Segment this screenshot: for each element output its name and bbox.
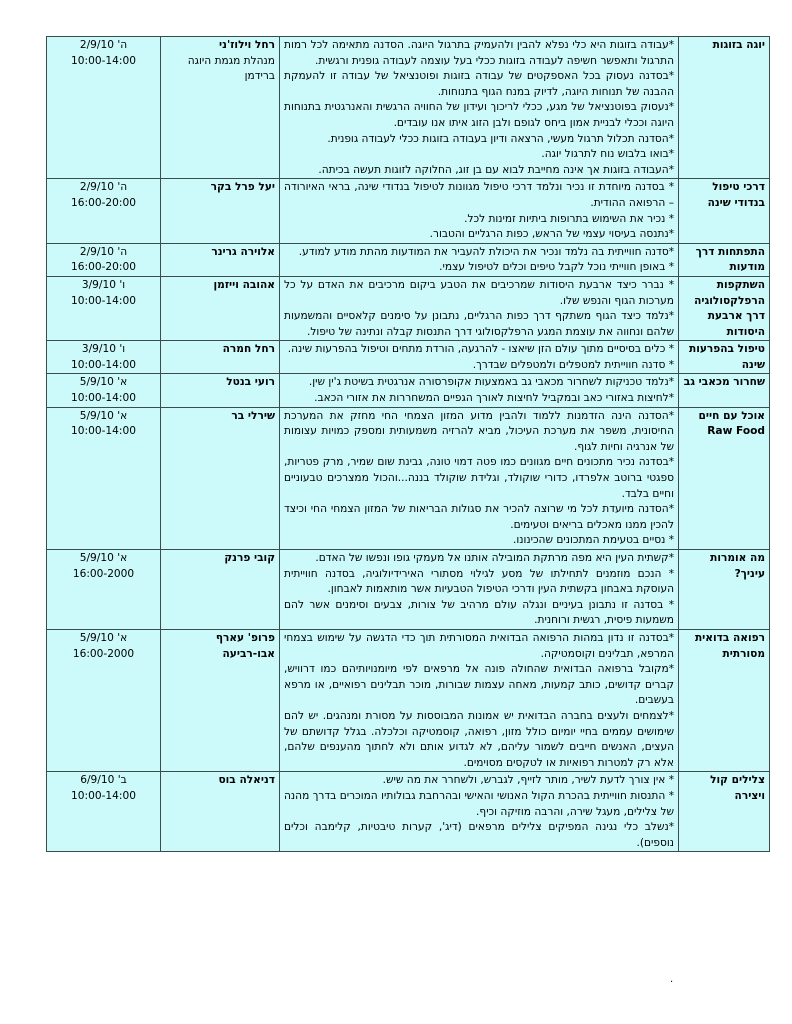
workshop-title: אוכל עם חיים bbox=[698, 409, 765, 422]
workshop-date: ה' 2/9/10 bbox=[79, 245, 128, 258]
workshop-date: ו' 3/9/10 bbox=[81, 278, 126, 291]
workshop-date: א' 5/9/10 bbox=[79, 552, 128, 564]
workshop-row bbox=[47, 550, 770, 630]
workshop-date: א' 5/9/10 bbox=[79, 376, 128, 389]
workshop-title-cell bbox=[679, 341, 770, 374]
workshop-description-paragraph: *העבודה בזוגות אך אינה מחייבת לבוא עם בן זוג, החלוקה לזוגות תעשה בכיתה. bbox=[318, 163, 674, 176]
workshop-description-cell bbox=[280, 629, 679, 771]
lecturer-cell bbox=[161, 179, 280, 243]
workshop-description-paragraph: * בסדנה מיוחדת זו נכיר ונלמד דרכי טיפול מגוונות לטיפול בנדודי שינה, בראי האיורודה – הרפואה ההודית. bbox=[284, 181, 674, 209]
lecturer-name: אלוירה גרינר bbox=[211, 245, 275, 258]
workshop-description-paragraph: *מקובל ברפואה הבדואית שהחולה פונה אל מרפאים לפי מיומנויותיהם כמו דרוויש, קברים קדושים, כותב קמעות, מאחה עצמות שבורות, מוכר תבלינים רפואיים, או מרפא בעשבים. bbox=[284, 663, 674, 707]
workshop-description-paragraph: * הנכם מוזמנים לתחילתו של מסע לגילוי מסתורי האירידיולוגיה, בסדנה חווייתית העוסקת באבחון בקשתית העין ודרכי הטיפול הטבעיות אשר מותאמות לאבחון. bbox=[284, 567, 674, 596]
workshop-title: יוגה בזוגות bbox=[712, 39, 765, 51]
workshop-title: צלילים קול ויצירה bbox=[710, 774, 765, 802]
footer-mark: . bbox=[670, 974, 674, 985]
workshop-title-cell bbox=[679, 772, 770, 852]
workshop-title: דרכי טיפול בנדודי שינה bbox=[707, 181, 765, 209]
workshop-date: ו' 3/9/10 bbox=[81, 343, 126, 356]
workshop-date: א' 5/9/10 bbox=[79, 409, 128, 422]
date-time-cell bbox=[47, 276, 161, 340]
schedule-page bbox=[46, 36, 765, 852]
lecturer-cell bbox=[161, 772, 280, 852]
workshop-description-paragraph: *בסדנה נכיר מתכונים חיים מגוונים כמו פטה דמוי טונה, גבינת שום שמיר, מרק פטריות, ספגטי ברוטב אלפרדו, כדורי שוקולד, וגלידת שוקולד בננה...והכול ממצרכים טבעוניים וחיים בלבד. bbox=[284, 456, 674, 500]
workshop-description-paragraph: *בסדנה נעסוק בכל האספקטים של עבודה בזוגות ופוטנציאל של עבודה זו להעמקת ההבנה של תנוחות היוגה, לדיוק במנח הגוף בתנוחות. bbox=[284, 70, 674, 98]
workshop-description-cell bbox=[280, 276, 679, 340]
workshop-time: 16:00-20:00 bbox=[71, 261, 136, 274]
workshop-description-cell bbox=[280, 374, 679, 407]
workshop-description-paragraph: *לצמחים ולעצים בחברה הבדואית יש אמונות המבוססות על מסורת ומנהגים. יש להם שימושים עממים בחיי יומיום כולל מזון, רפואה, קוסמטיקה וכלכלה. בגלל קדושתם של העצים, האנשים חייבים לשמור עליהם, לא לגדוע אותם ולא לחתוך מהענפים שלהם, אלא רק למטרות רפואיות או לטקסים מסוימים. bbox=[284, 709, 674, 769]
workshop-description-paragraph: *בואו בלבוש נוח לתרגול יוגה. bbox=[541, 148, 674, 161]
lecturer-name: שירלי בר bbox=[231, 409, 275, 422]
lecturer-cell bbox=[161, 37, 280, 179]
workshop-description-paragraph: *עבודה בזוגות היא כלי נפלא להבין ולהעמיק בתרגול היוגה. הסדנה מתאימה לכל רמות התרגול ותאפשר חשיפה לעבודה בזוגות ככלי בעל עוצמה לעבודה גופנית ורגשית. bbox=[284, 39, 674, 67]
workshop-description-paragraph: * נסיים בטעימת המתכונים שהכינונו. bbox=[512, 534, 674, 547]
lecturer-role: מנהלת מגמת היוגה ברידמן bbox=[187, 54, 275, 83]
workshop-description-cell bbox=[280, 37, 679, 179]
workshop-title-cell bbox=[679, 179, 770, 243]
workshop-row bbox=[47, 341, 770, 374]
workshop-title: התפתחות דרך מודעות bbox=[695, 245, 765, 274]
workshop-title: מה אומרות עיניך? bbox=[710, 552, 765, 580]
workshop-description-paragraph: *נתנסה בעיסוי עצמי של הראש, כפות הרגליים והטבור. bbox=[429, 228, 674, 241]
workshop-description-paragraph: *נעסוק בפוטנציאל של מגע, ככלי לריכוך ועידון של החוויה הרגשית והאנרגטית בתנוחות היוגה וככלי לבניית אמון ביחס לגופם ולבן הזוג איתו אנו עובדים. bbox=[284, 101, 674, 129]
workshop-description-paragraph: *סדנה חווייתית בה נלמד ונכיר את היכולת להעביר את המודעות מהתת מודע למודע. bbox=[298, 245, 674, 258]
lecturer-cell bbox=[161, 243, 280, 276]
lecturer-name: קובי פרנק bbox=[224, 552, 275, 564]
lecturer-cell bbox=[161, 629, 280, 771]
lecturer-name: יעל פרל בקר bbox=[210, 181, 275, 194]
date-time-cell bbox=[47, 243, 161, 276]
workshop-description-paragraph: * נברר כיצד ארבעת היסודות שמרכיבים את הטבע ביקום מרכיבים את האדם על כל מערכות הגוף והנפש שלו. bbox=[284, 278, 674, 307]
workshop-description-paragraph: *קשתית העין היא מפה מרתקת המובילה אותנו אל מעמקי גופו ונפשו של האדם. bbox=[315, 552, 674, 564]
date-time-cell bbox=[47, 550, 161, 630]
workshop-description-paragraph: * התנסות חווייתית בהכרת הקול האנושי והאישי ובהרחבת גבולותיו המוכרים בדרך מהנה של צלילים, מעגל שירה, והרבה מוזיקה וכיף. bbox=[284, 789, 674, 818]
workshop-title: טיפול בהפרעות שינה bbox=[688, 343, 765, 371]
workshop-title-cell bbox=[679, 276, 770, 340]
lecturer-name: רועי בנטל bbox=[226, 376, 275, 389]
lecturer-name: רחל וילוז'ני bbox=[219, 39, 275, 51]
workshop-description-cell bbox=[280, 407, 679, 549]
workshop-time: 10:00-14:00 bbox=[71, 425, 136, 438]
lecturer-cell bbox=[161, 341, 280, 374]
lecturer-cell bbox=[161, 374, 280, 407]
date-time-cell bbox=[47, 407, 161, 549]
workshop-description-paragraph: * באופן חווייתי נוכל לקבל טיפים וכלים לטיפול עצמי. bbox=[439, 261, 674, 274]
workshop-date: ב' 6/9/10 bbox=[80, 774, 127, 787]
workshop-title: השתקפות הרפלקסולוגיה דרך ארבעת היסודות bbox=[694, 278, 765, 338]
workshop-description-paragraph: *בסדנה זו נדון במהות הרפואה הבדואית המסורתית תוך כדי הדגשה על שימוש בצמחי המרפא, תבלינים וקוסמטיקה. bbox=[284, 631, 674, 660]
workshop-row bbox=[47, 629, 770, 771]
workshop-title-cell bbox=[679, 243, 770, 276]
workshop-description-cell bbox=[280, 243, 679, 276]
workshop-title-english: Raw Food bbox=[707, 425, 765, 438]
workshop-title: רפואה בדואית מסורתית bbox=[694, 631, 765, 660]
workshop-title-cell bbox=[679, 550, 770, 630]
workshop-description-paragraph: *הסדנה הינה הזדמנות ללמוד ולהבין מדוע המזון הצמחי החי מחזק את המערכת החיסונית, משפר את מערכת העיכול, מביא להרזיה משמעותית ומספק כמויות עצומות של אנרגיה וחיות לגוף. bbox=[284, 409, 674, 453]
date-time-cell bbox=[47, 374, 161, 407]
workshop-row bbox=[47, 276, 770, 340]
workshop-row bbox=[47, 407, 770, 549]
workshop-title: שחרור מכאבי גב bbox=[683, 376, 765, 389]
workshop-time: 10:00-14:00 bbox=[71, 294, 136, 307]
workshop-description-cell bbox=[280, 550, 679, 630]
date-time-cell bbox=[47, 629, 161, 771]
workshop-time: 16:00-2000 bbox=[72, 567, 135, 580]
lecturer-cell bbox=[161, 407, 280, 549]
lecturer-name: אהובה וייזמן bbox=[213, 278, 275, 291]
date-time-cell bbox=[47, 341, 161, 374]
workshop-date: ה' 2/9/10 bbox=[79, 39, 128, 51]
workshop-time: 10:00-14:00 bbox=[71, 392, 136, 405]
workshop-time: 16:00-2000 bbox=[72, 647, 135, 660]
workshop-time: 16:00-20:00 bbox=[71, 196, 136, 209]
date-time-cell bbox=[47, 772, 161, 852]
workshop-title-cell bbox=[679, 629, 770, 771]
workshop-description-paragraph: * כלים בסיסיים מתוך עולם הזן שיאצו - להרגעה, הורדת מתחים וטיפול בהפרעות שינה. bbox=[287, 343, 674, 356]
workshop-description-cell bbox=[280, 772, 679, 852]
workshop-description-cell bbox=[280, 179, 679, 243]
workshop-description-paragraph: *נלמד טכניקות לשחרור מכאבי גב באמצעות אקופרסורה אנרגטית בשיטת ג'ין שין. bbox=[308, 376, 674, 389]
lecturer-cell bbox=[161, 550, 280, 630]
workshop-row bbox=[47, 179, 770, 243]
workshop-title-cell bbox=[679, 374, 770, 407]
workshop-description-paragraph: * אין צורך לדעת לשיר, מותר לזייף, לגברש, ולשחרר את מה שיש. bbox=[382, 774, 674, 787]
lecturer-name: פרופ' עארף אבו-רביעה bbox=[215, 631, 275, 660]
lecturer-name: רחל חמרה bbox=[222, 343, 275, 356]
workshop-schedule-table bbox=[46, 36, 770, 852]
workshop-time: 10:00-14:00 bbox=[71, 358, 136, 371]
workshop-description-paragraph: *הסדנה תכלול תרגול מעשי, הרצאה ודיון בעבודה בזוגות ככלי לעבודה גופנית. bbox=[327, 132, 674, 145]
workshop-description-cell bbox=[280, 341, 679, 374]
date-time-cell bbox=[47, 179, 161, 243]
workshop-title-cell bbox=[679, 407, 770, 549]
workshop-description-paragraph: * בסדנה זו נתבונן בעיניים ונגלה עולם מרהיב של צורות, צבעים וסימנים אשר להם משמעות פיסית, רגשית ורוחנית. bbox=[284, 598, 674, 627]
lecturer-name: דניאלה בוס bbox=[218, 774, 275, 787]
workshop-date: א' 5/9/10 bbox=[79, 631, 128, 644]
lecturer-cell bbox=[161, 276, 280, 340]
date-time-cell bbox=[47, 37, 161, 179]
workshop-row bbox=[47, 772, 770, 852]
workshop-description-paragraph: *לחיצות באזורי כאב ובמקביל לחיצות לאורך הגפיים המשחררות את אזורי הכאב. bbox=[314, 392, 674, 405]
workshop-time: 10:00-14:00 bbox=[71, 789, 136, 802]
workshop-description-paragraph: *הסדנה מיועדת לכל מי שרוצה להכיר את סגולות הבריאות של המזון הצמחי החי וכיצד להכין ממנו מאכלים בריאים וטעימים. bbox=[284, 503, 674, 531]
workshop-description-paragraph: * סדנה חווייתית למטפלים ולמטפלים שבדרך. bbox=[472, 358, 674, 371]
workshop-description-paragraph: *נלמד כיצד הגוף משתקף דרך כפות הרגליים, נתבונן על סימנים קלאסיים והמשמעות שלהם ונחווה את עוצמת המגע הרפלקסולוגי דרך התנסות קבלה ונתינה של טיפול. bbox=[284, 310, 674, 338]
workshop-row bbox=[47, 374, 770, 407]
workshop-description-paragraph: *נשלב כלי נגינה המפיקים צלילים מרפאים (דיג', קערות טיבטיות, קלימבה וכלים נוספים). bbox=[284, 821, 674, 849]
workshop-row bbox=[47, 243, 770, 276]
workshop-description-paragraph: * נכיר את השימוש בתרופות ביתיות זמינות לכל. bbox=[464, 212, 674, 225]
workshop-row bbox=[47, 37, 770, 179]
workshop-title-cell bbox=[679, 37, 770, 179]
workshop-date: ה' 2/9/10 bbox=[79, 181, 128, 194]
workshop-time: 10:00-14:00 bbox=[71, 54, 136, 67]
